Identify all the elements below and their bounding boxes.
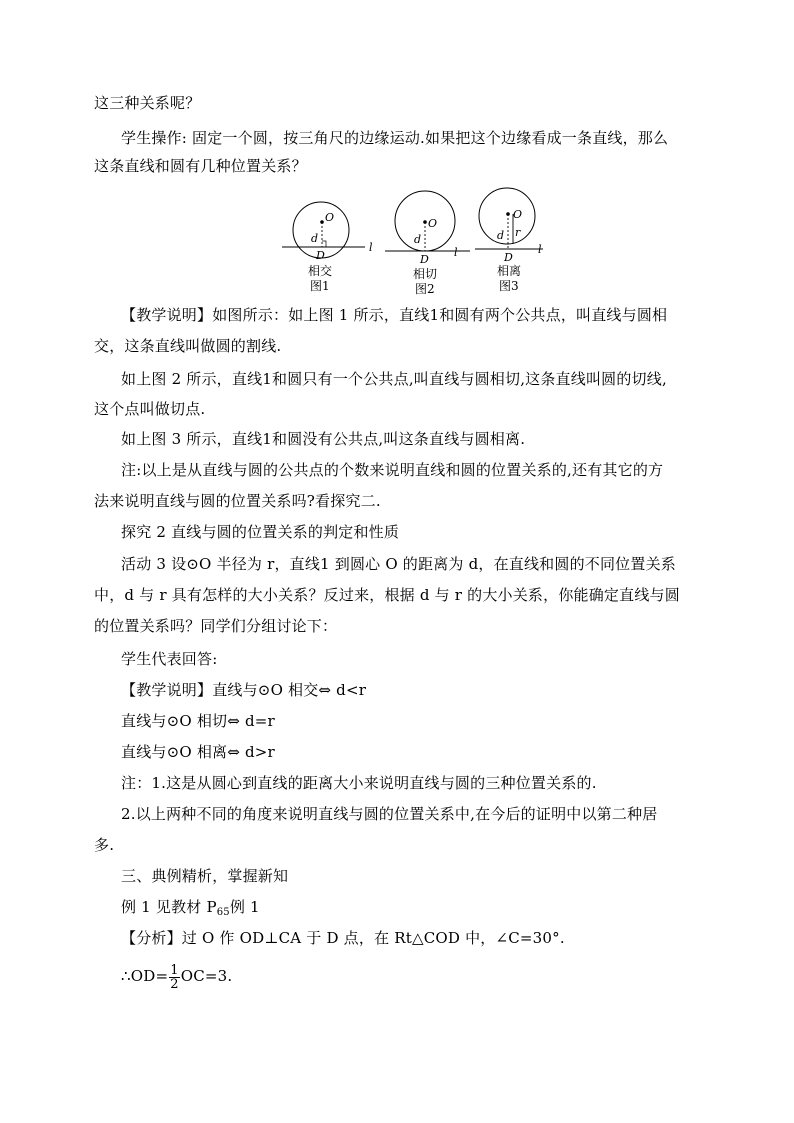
- foot-label: D: [420, 253, 429, 266]
- text-line: 多.: [94, 836, 115, 854]
- section-heading: 三、典例精析，掌握新知: [121, 867, 289, 885]
- line-label: l: [454, 246, 458, 259]
- center-label: O: [428, 217, 438, 230]
- example-prefix: 例 1 见教材 P: [121, 898, 217, 916]
- text-line: 交，这条直线叫做圆的割线.: [94, 337, 282, 355]
- line-label: l: [538, 243, 542, 256]
- caption-type: 相离: [497, 264, 522, 278]
- fraction-numerator: 1: [170, 962, 179, 978]
- text-line: 这条直线和圆有几种位置关系？: [94, 157, 307, 175]
- figure-2-tangent: [385, 191, 470, 296]
- center-label: O: [513, 208, 523, 221]
- text-line: 中，d 与 r 具有怎样的大小关系？反过来，根据 d 与 r 的大小关系，你能确定直线与圆: [94, 586, 680, 604]
- text-line: 注：1.这是从圆心到直线的距离大小来说明直线与圆的三种位置关系的.: [121, 774, 597, 792]
- caption-name: 图1: [310, 279, 330, 293]
- text-line: 2.以上两种不同的角度来说明直线与圆的位置关系中,在今后的证明中以第二种居: [121, 805, 658, 823]
- line-label: l: [369, 241, 373, 254]
- text-line: 直线与⊙O 相离⇔ d>r: [121, 743, 275, 761]
- page-subscript: 65: [216, 907, 230, 918]
- figure-1-intersect: [282, 202, 373, 293]
- text-line: 这三种关系呢？: [94, 94, 201, 112]
- text-line: 【教学说明】如图所示：如上图 1 所示，直线1和圆有两个公共点，叫直线与圆相: [121, 306, 668, 324]
- text-line: 直线与⊙O 相切⇔ d=r: [121, 712, 275, 730]
- text-line: 【教学说明】直线与⊙O 相交⇔ d<r: [121, 681, 367, 699]
- figure-3-separate: [475, 188, 543, 293]
- result-suffix: OC=3.: [180, 967, 233, 985]
- distance-label: d: [311, 232, 319, 245]
- text-line: 的位置关系吗？同学们分组讨论下：: [94, 617, 338, 635]
- caption-name: 图3: [499, 279, 519, 293]
- foot-label: D: [316, 249, 325, 262]
- text-line: 学生操作: 固定一个圆，按三角尺的边缘运动.如果把这个边缘看成一条直线，那么: [121, 129, 669, 147]
- caption-type: 相交: [308, 264, 333, 278]
- text-line: 法来说明直线与圆的位置关系吗?看探究二.: [94, 492, 381, 510]
- text-line: 注:以上是从直线与圆的公共点的个数来说明直线和圆的位置关系的,还有其它的方: [121, 461, 664, 479]
- text-line: 活动 3 设⊙O 半径为 r，直线1 到圆心 O 的距离为 d，在直线和圆的不同位置关系: [121, 555, 676, 573]
- radius-label: r: [515, 226, 521, 239]
- result-prefix: ∴OD=: [121, 967, 169, 985]
- text-line: 探究 2 直线与圆的位置关系的判定和性质: [121, 523, 400, 541]
- example-line: [121, 893, 712, 924]
- caption-name: 图2: [415, 282, 435, 296]
- circle-line-figure: [270, 180, 560, 300]
- example-suffix: 例 1: [229, 898, 260, 916]
- text-line: 如上图 2 所示，直线1和圆只有一个公共点,叫直线与圆相切,这条直线叫圆的切线,: [121, 370, 667, 388]
- text-line: 这个点叫做切点.: [94, 400, 206, 418]
- result-line: [121, 956, 712, 996]
- fraction: [169, 964, 179, 991]
- foot-label: D: [504, 251, 513, 264]
- distance-label: d: [414, 233, 422, 246]
- fraction-denominator: 2: [170, 976, 179, 992]
- distance-label: d: [497, 229, 505, 242]
- text-line: 学生代表回答:: [121, 650, 218, 668]
- center-label: O: [325, 211, 335, 224]
- text-line: 【分析】过 O 作 OD⊥CA 于 D 点，在 Rt△COD 中，∠C=30°.: [121, 929, 565, 947]
- text-line: 如上图 3 所示，直线1和圆没有公共点,叫这条直线与圆相离.: [121, 430, 526, 448]
- caption-type: 相切: [413, 267, 438, 281]
